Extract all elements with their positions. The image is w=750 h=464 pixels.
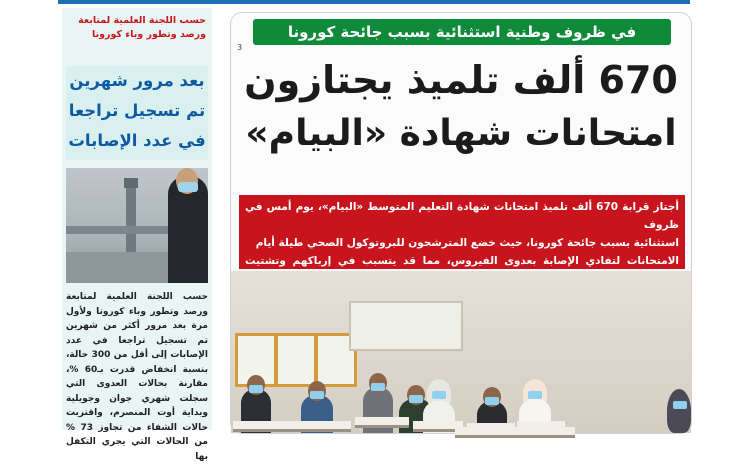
lead-paragraph [239,195,685,269]
board-shape [349,301,463,351]
sidebar-headline-line: بعد مرور شهرين [69,71,205,90]
top-rule [58,0,690,4]
face-mask-icon [485,397,499,405]
face-mask-icon [249,385,263,393]
window-shape [275,333,317,387]
face-mask-icon [409,395,423,403]
sidebar-kicker-line: حسب اللجنة العلمية لمتابعة [78,15,206,26]
lead-line: استثنائية بسبب جائحة كورونا، حيث خضع المترشحون للبروتوكول الصحي طيلة أيام [255,237,679,249]
face-mask-icon [371,383,385,391]
sidebar-body-text: حسب اللجنة العلمية لمتابعة ورصد وتطور وباء كورونا ولأول مرة بعد مرور أكثر من شهرين تم تسجيل تراجعا في عدد الإصابات إلى أقل من 300 حالة، بنسبة انخفاض قدرت بـ60 %، مقارنة بحالات العدوى التي سجلت شهري جوان وجويلية وبداية أوت المنصرم، واقتربت حالات الشفاء من تجاوز 73 % من الحالات التي يجري التكفل بها [66,292,208,462]
sidebar-headline-line: تم تسجيل تراجعا [68,101,206,120]
main-article[interactable] [230,12,692,434]
lead-line: الامتحانات لتفادي الإصابة بعدوى الفيروس، مما قد يتسبب في إرباكهم وتشتيت [245,255,679,267]
headline-line-1: 670 ألف تلميذ يجتازون [244,58,678,102]
face-mask-icon [528,391,542,399]
page-number: 3 [237,43,243,52]
face-mask-icon [432,391,446,399]
sidebar-kicker [68,14,206,42]
sidebar-article[interactable] [62,8,212,462]
face-mask-icon [310,391,324,399]
desk-shape [233,421,293,432]
desk-shape [355,417,409,428]
sidebar-headline[interactable] [66,66,208,160]
desk-shape [293,421,351,432]
man-with-mask-photo[interactable] [66,168,208,283]
desk-shape [455,427,575,438]
classroom-exam-photo[interactable] [231,271,691,433]
face-mask-icon [178,182,198,192]
sidebar-kicker-line: ورصد وتطور وباء كورونا [92,29,206,40]
main-headline[interactable] [237,53,685,161]
headline-line-2: امتحانات شهادة «البيام» [245,113,677,154]
lead-line: أجتاز قرابة 670 ألف تلميذ امتحانات شهادة التعليم المتوسط «البيام»، يوم أمس في ظروف [245,201,679,231]
section-banner: في ظروف وطنية استثنائية بسبب جائحة كورونا [253,19,671,45]
face-mask-icon [673,401,687,409]
sidebar-headline-line: في عدد الإصابات [68,131,206,150]
student-hijab [667,389,691,433]
